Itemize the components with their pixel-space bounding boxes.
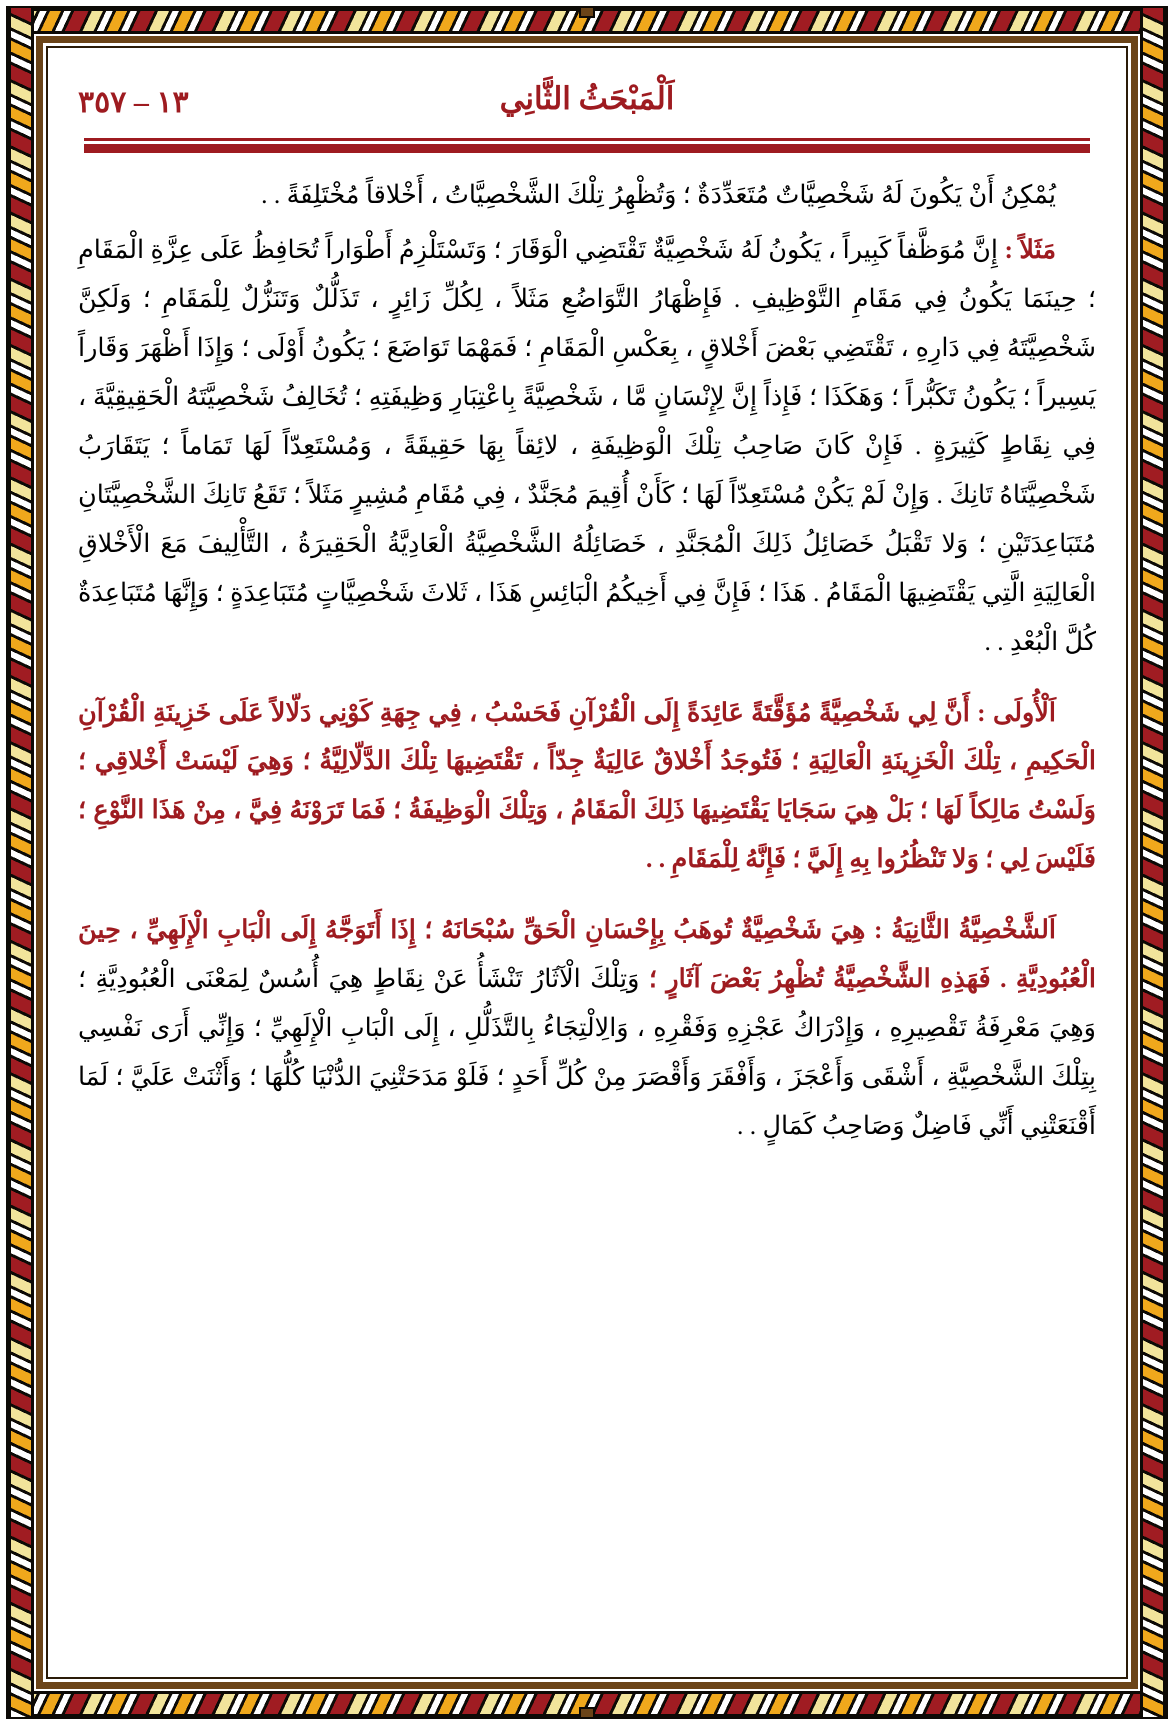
header-divider-thin: [84, 138, 1090, 141]
border-tab-bottom: [579, 1707, 595, 1719]
border-tab-top: [579, 6, 595, 18]
body-text: [78, 153, 1096, 1151]
paragraph-4-second-personality: [78, 906, 1096, 1151]
ornamental-border-left: [8, 8, 34, 1717]
header-divider-thick: [84, 144, 1090, 153]
paragraph-2-text: إِنَّ مُوَظَّفاً كَبِيراً ، يَكُونُ لَهُ شَخْصِيَّةٌ تَقْتَضِي الْوَقَارَ ؛ وَتَسْتَلْزِمُ أَطْوَاراً تُحَافِظُ عَلَى عِزَّةِ الْمَقَامِ ؛ حِينَمَا يَكُونُ فِي مَقَامِ التَّوْظِيفِ . فَإِظْهَارُ التَّوَاضُعِ مَثَلاً ، لِكُلِّ زَائِرٍ ، تَذَلُّلٌ وَتَنَزُّلٌ لِلْمَقَامِ ؛ وَلَكِنَّ شَخْصِيَّتَهُ فِي دَارِهِ ، تَقْتَضِي بَعْضَ أَخْلاقٍ ، بِعَكْسِ الْمَقَامِ ؛ فَمَهْمَا تَوَاضَعَ ؛ يَكُونُ أَوْلَى ؛ وَإِذَا أَظْهَرَ وَقَاراً يَسِيراً ؛ يَكُونُ تَكَبُّراً ؛ وَهَكَذَا ؛ فَإِذاً إِنَّ لِإِنْسَانٍ مَّا ، شَخْصِيَّةً بِاعْتِبَارِ وَظِيفَتِهِ ؛ تُخَالِفُ شَخْصِيَّتَهُ الْحَقِيقِيَّةَ ، فِي نِقَاطٍ كَثِيرَةٍ . فَإِنْ كَانَ صَاحِبُ تِلْكَ الْوَظِيفَةِ ، لائِقاً بِهَا حَقِيقَةً ، وَمُسْتَعِدّاً لَهَا تَمَاماً ؛ يَتَقَارَبُ شَخْصِيَّتَاهُ تَانِكَ . وَإِنْ لَمْ يَكُنْ مُسْتَعِدّاً لَهَا ؛ كَأَنْ أُقِيمَ مُجَنَّدٌ ، فِي مُقَامِ مُشِيرٍ مَثَلاً ؛ تَقَعُ تَانِكَ الشَّخْصِيَّتَانِ مُتَبَاعِدَتَيْنِ ؛ وَلا تَقْبَلُ خَصَائِلُ ذَلِكَ الْمُجَنَّدِ ، خَصَائِلُهُ الشَّخْصِيَّةُ الْعَادِيَّةُ الْحَقِيرَةُ ، التَّأْلِيفَ مَعَ الْأَخْلاقِ الْعَالِيَةِ الَّتِي يَقْتَضِيهَا الْمَقَامُ . هَذَا ؛ فَإِنَّ فِي أَخِيكُمُ الْبَائِسِ هَذَا ، ثَلاثَ شَخْصِيَّاتٍ مُتَبَاعِدَةٍ ؛ وَإِنَّهَا مُتَبَاعِدَةٌ كُلَّ الْبُعْدِ . .: [78, 234, 1096, 656]
header-divider: [78, 136, 1096, 153]
page-title: اَلْمَبْحَثُ الثَّانِي: [499, 81, 675, 116]
paragraph-1-text: يُمْكِنُ أَنْ يَكُونَ لَهُ شَخْصِيَّاتٌ مُتَعَدِّدَةٌ ؛ وَتُظْهِرُ تِلْكَ الشَّخْصِيَّاتُ ، أَخْلاقاً مُخْتَلِفَةً . .: [261, 180, 1056, 209]
paragraph-3-first-personality: [78, 689, 1096, 885]
paragraph-2: [78, 226, 1096, 667]
paragraph-2-lead-label: مَثَلاً :: [1004, 234, 1057, 264]
page-content: [56, 56, 1118, 1669]
page-number: ١٣ – ٣٥٧: [78, 86, 189, 119]
page-header: [78, 74, 1096, 136]
paragraph-4-red-text: اَلشَّخْصِيَّةُ الثَّانِيَةُ : هِيَ شَخْصِيَّةٌ تُوهَبُ بِإِحْسَانِ الْحَقِّ سُبْحَانَهُ ؛ إِذَا أَتَوَجَّهُ إِلَى الْبَابِ الْإِلَهِيِّ ، حِينَ الْعُبُودِيَّةِ . فَهَذِهِ الشَّخْصِيَّةُ تُظْهِرُ بَعْضَ آثَارٍ ؛: [78, 915, 1096, 994]
paragraph-4-black-text: وَتِلْكَ الْآثَارُ تَنْشَأُ عَنْ نِقَاطٍ هِيَ أُسُسٌ لِمَعْنَى الْعُبُودِيَّةِ ؛ وَهِيَ مَعْرِفَةُ تَقْصِيرِهِ ، وَإِدْرَاكُ عَجْزِهِ وَفَقْرِهِ ، وَالِالْتِجَاءُ بِالتَّذَلُّلِ ، إِلَى الْبَابِ الْإِلَهِيِّ ؛ وَإِنِّي أَرَى نَفْسِي بِتِلْكَ الشَّخْصِيَّةِ ، أَشْقَى وَأَعْجَزَ ، وَأَفْقَرَ وَأَقْصَرَ مِنْ كُلِّ أَحَدٍ ؛ فَلَوْ مَدَحَتْنِيَ الدُّنْيَا كُلُّهَا ؛ وَأَثْنَتْ عَلَيَّ ؛ لَمَا أَقْنَعَتْنِي أَنِّي فَاضِلٌ وَصَاحِبُ كَمَالٍ . .: [78, 964, 1096, 1141]
ornamental-border-right: [1140, 8, 1166, 1717]
paragraph-1: [78, 171, 1096, 220]
paragraph-3-text: اَلْأُولَى : أَنَّ لِي شَخْصِيَّةً مُؤَقَّتَةً عَائِدَةً إِلَى الْقُرْآنِ فَحَسْبُ ، فِي جِهَةِ كَوْنِي دَلّالاً عَلَى خَزِينَةِ الْقُرْآنِ الْحَكِيمِ ، تِلْكَ الْخَزِينَةِ الْعَالِيَةِ ؛ فَتُوجَدُ أَخْلاقٌ عَالِيَةٌ جِدّاً ، تَقْتَضِيهَا تِلْكَ الدَّلّالِيَّةُ ؛ وَهِيَ لَيْسَتْ أَخْلاقِي ؛ وَلَسْتُ مَالِكاً لَهَا ؛ بَلْ هِيَ سَجَايَا يَقْتَضِيهَا ذَلِكَ الْمَقَامُ ، وَتِلْكَ الْوَظِيفَةُ ؛ فَمَا تَرَوْنَهُ فِيَّ ، مِنْ هَذَا النَّوْعِ ؛ فَلَيْسَ لِي ؛ وَلا تَنْظُرُوا بِهِ إِلَيَّ ؛ فَإِنَّهُ لِلْمَقَامِ . .: [78, 697, 1096, 874]
